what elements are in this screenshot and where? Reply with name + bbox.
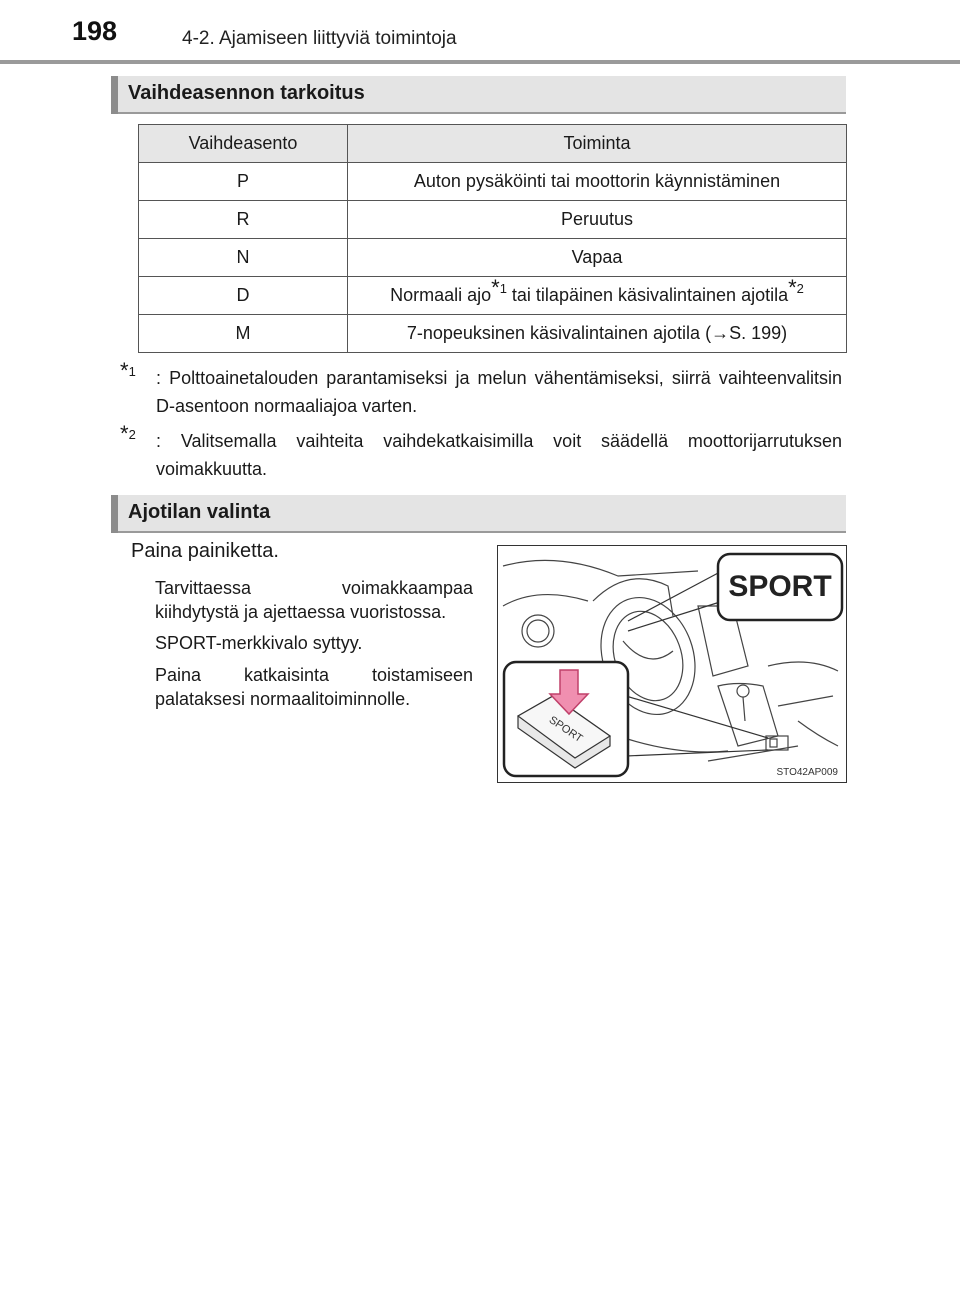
table-row [139,277,847,315]
sport-button-illustration [497,545,847,783]
callout-line [626,696,768,738]
instruction-text: Paina painiketta. [131,540,279,562]
table-row [139,315,847,353]
cell-position: P [139,163,348,201]
sport-indicator-label: SPORT [728,570,832,603]
cell-position: D [139,277,348,315]
footnote-star: * [788,275,797,300]
section-header-shift-purpose [111,76,846,114]
section-marker [111,76,118,114]
figure-code: STO42AP009 [776,767,838,778]
page-number: 198 [72,16,118,46]
callout-line [628,602,720,631]
table-header-row [139,125,847,163]
header-divider [0,60,960,64]
cell-function: Peruutus [348,201,847,239]
cell-position: N [139,239,348,277]
table-row [139,239,847,277]
detail-text: SPORT-merkkivalo syttyy. [155,633,363,653]
footnote-ref: 2 [796,281,804,296]
cell-function: 7-nopeuksinen käsivalintainen ajotila (→S. 199) [348,315,847,353]
footnote-ref: 1 [499,281,507,296]
section-title: Ajotilan valinta [128,501,271,523]
cell-function [348,277,847,315]
cell-function: Vapaa [348,239,847,277]
chapter-title: 4-2. Ajamiseen liittyviä toimintoja [182,28,457,49]
cell-position: M [139,315,348,353]
column-header-position: Vaihdeasento [139,125,348,163]
sport-button-label: SPORT [546,713,585,746]
table-row [139,201,847,239]
column-header-function: Toiminta [348,125,847,163]
cell-position: R [139,201,348,239]
detail-text: Paina katkaisinta toistamiseen palataksesi normaalitoiminnolle. [155,665,473,709]
footnote-text: : Polttoainetalouden parantamiseksi ja melun vähentämiseksi, siirrä vaihteenvalitsin D-asentoon normaaliajoa varten. [156,368,842,416]
cell-function: Auton pysäköinti tai moottorin käynnistäminen [348,163,847,201]
section-marker [111,495,118,533]
dashboard-drawing [498,546,846,782]
function-text-part1: Normaali ajo [390,285,492,305]
function-text-part2: tai tilapäinen käsivalintainen ajotila [506,285,789,305]
footnote-number: 1 [128,364,136,379]
footnote-2 [120,421,842,483]
table-row [139,163,847,201]
shift-position-table [138,124,847,353]
footnote-star: * [120,421,129,446]
section-title: Vaihdeasennon tarkoitus [128,82,365,104]
footnote-1 [120,358,842,420]
footnote-number: 2 [128,427,136,442]
footnote-star: * [491,275,500,300]
detail-text: Tarvittaessa voimakkaampaa kiihdytystä ja ajettaessa vuoristossa. [155,578,473,622]
section-header-drive-mode [111,495,846,533]
footnote-text: : Valitsemalla vaihteita vaihdekatkaisimilla voit säädellä moottorijarrutuksen voimakkuutta. [156,431,842,479]
footnote-star: * [120,358,129,383]
